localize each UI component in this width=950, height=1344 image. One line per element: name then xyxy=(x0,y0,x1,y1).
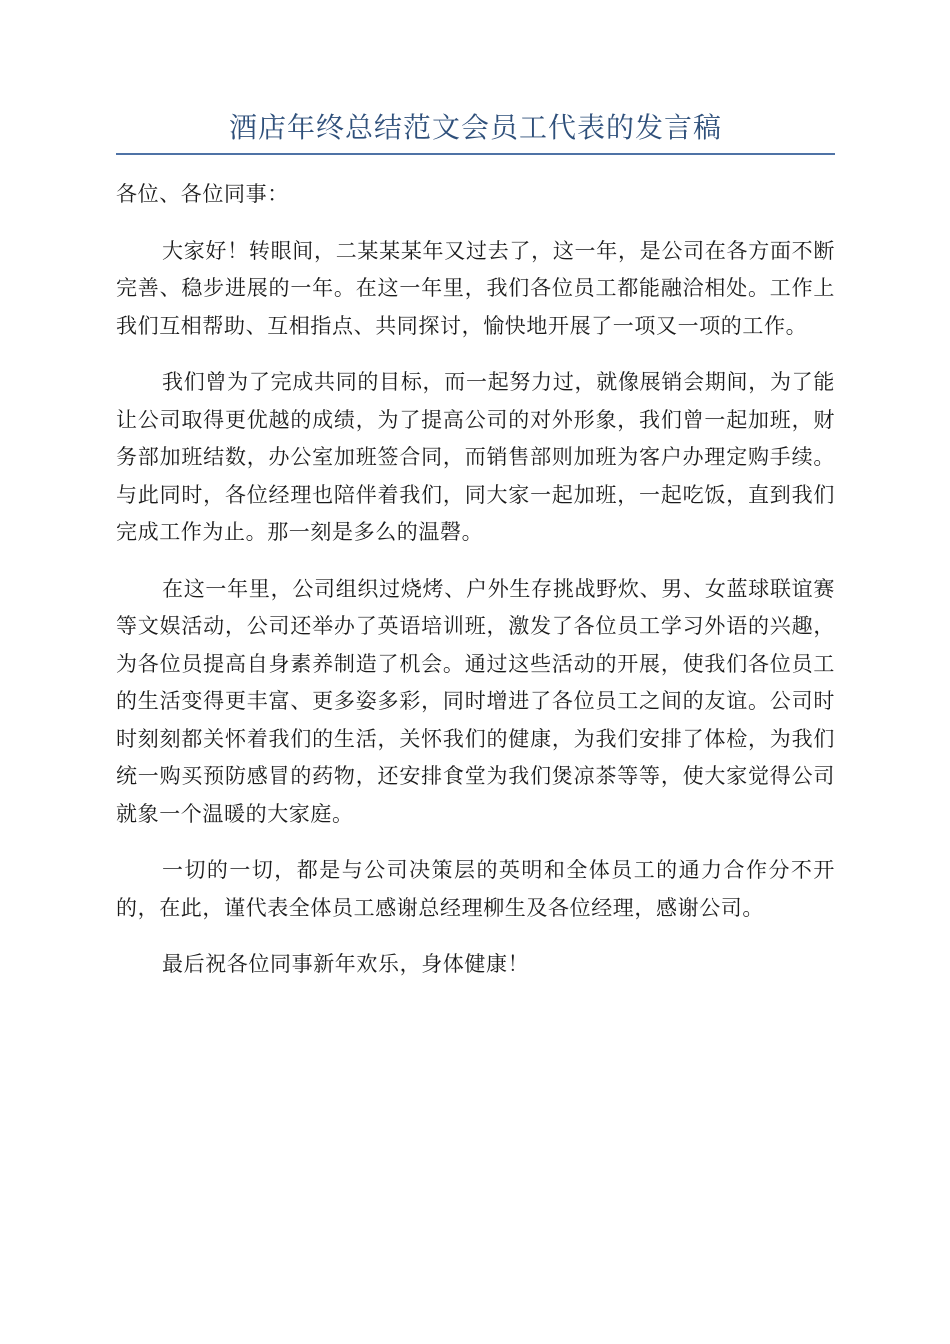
document-title: 酒店年终总结范文会员工代表的发言稿 xyxy=(228,111,722,144)
paragraph-thanks: 一切的一切，都是与公司决策层的英明和全体员工的通力合作分不开的，在此，谨代表全体员工感谢总经理柳生及各位经理，感谢公司。 xyxy=(116,858,835,920)
paragraph-greeting: 大家好！转眼间，二某某某年又过去了，这一年，是公司在各方面不断完善、稳步进展的一年。在这一年里，我们各位员工都能融洽相处。工作上我们互相帮助、互相指点、共同探讨，愉快地开展了一项又一项的工作。 xyxy=(116,238,835,338)
title-underline xyxy=(116,153,835,155)
paragraph-closing-wishes: 最后祝各位同事新年欢乐，身体健康！ xyxy=(162,952,530,976)
paragraph-activities: 在这一年里，公司组织过烧烤、户外生存挑战野炊、男、女蓝球联谊赛等文娱活动，公司还举办了英语培训班，激发了各位员工学习外语的兴趣，为各位员提高自身素养制造了机会。通过这些活动的开展，使我们各位员工的生活变得更丰富、更多姿多彩，同时增进了各位员工之间的友谊。公司时时刻刻都关怀着我们的生活，关怀我们的健康，为我们安排了体检，为我们统一购买预防感冒的药物，还安排食堂为我们煲凉茶等等，使大家觉得公司就象一个温暖的大家庭。 xyxy=(116,576,835,826)
paragraph-overtime: 我们曾为了完成共同的目标，而一起努力过，就像展销会期间，为了能让公司取得更优越的成绩，为了提高公司的对外形象，我们曾一起加班，财务部加班结数，办公室加班签合同，而销售部则加班为客户办理定购手续。与此同时，各位经理也陪伴着我们，同大家一起加班，一起吃饭，直到我们完成工作为止。那一刻是多么的温磬。 xyxy=(116,370,835,544)
salutation: 各位、各位同事： xyxy=(116,182,289,206)
document-body xyxy=(116,176,835,1003)
